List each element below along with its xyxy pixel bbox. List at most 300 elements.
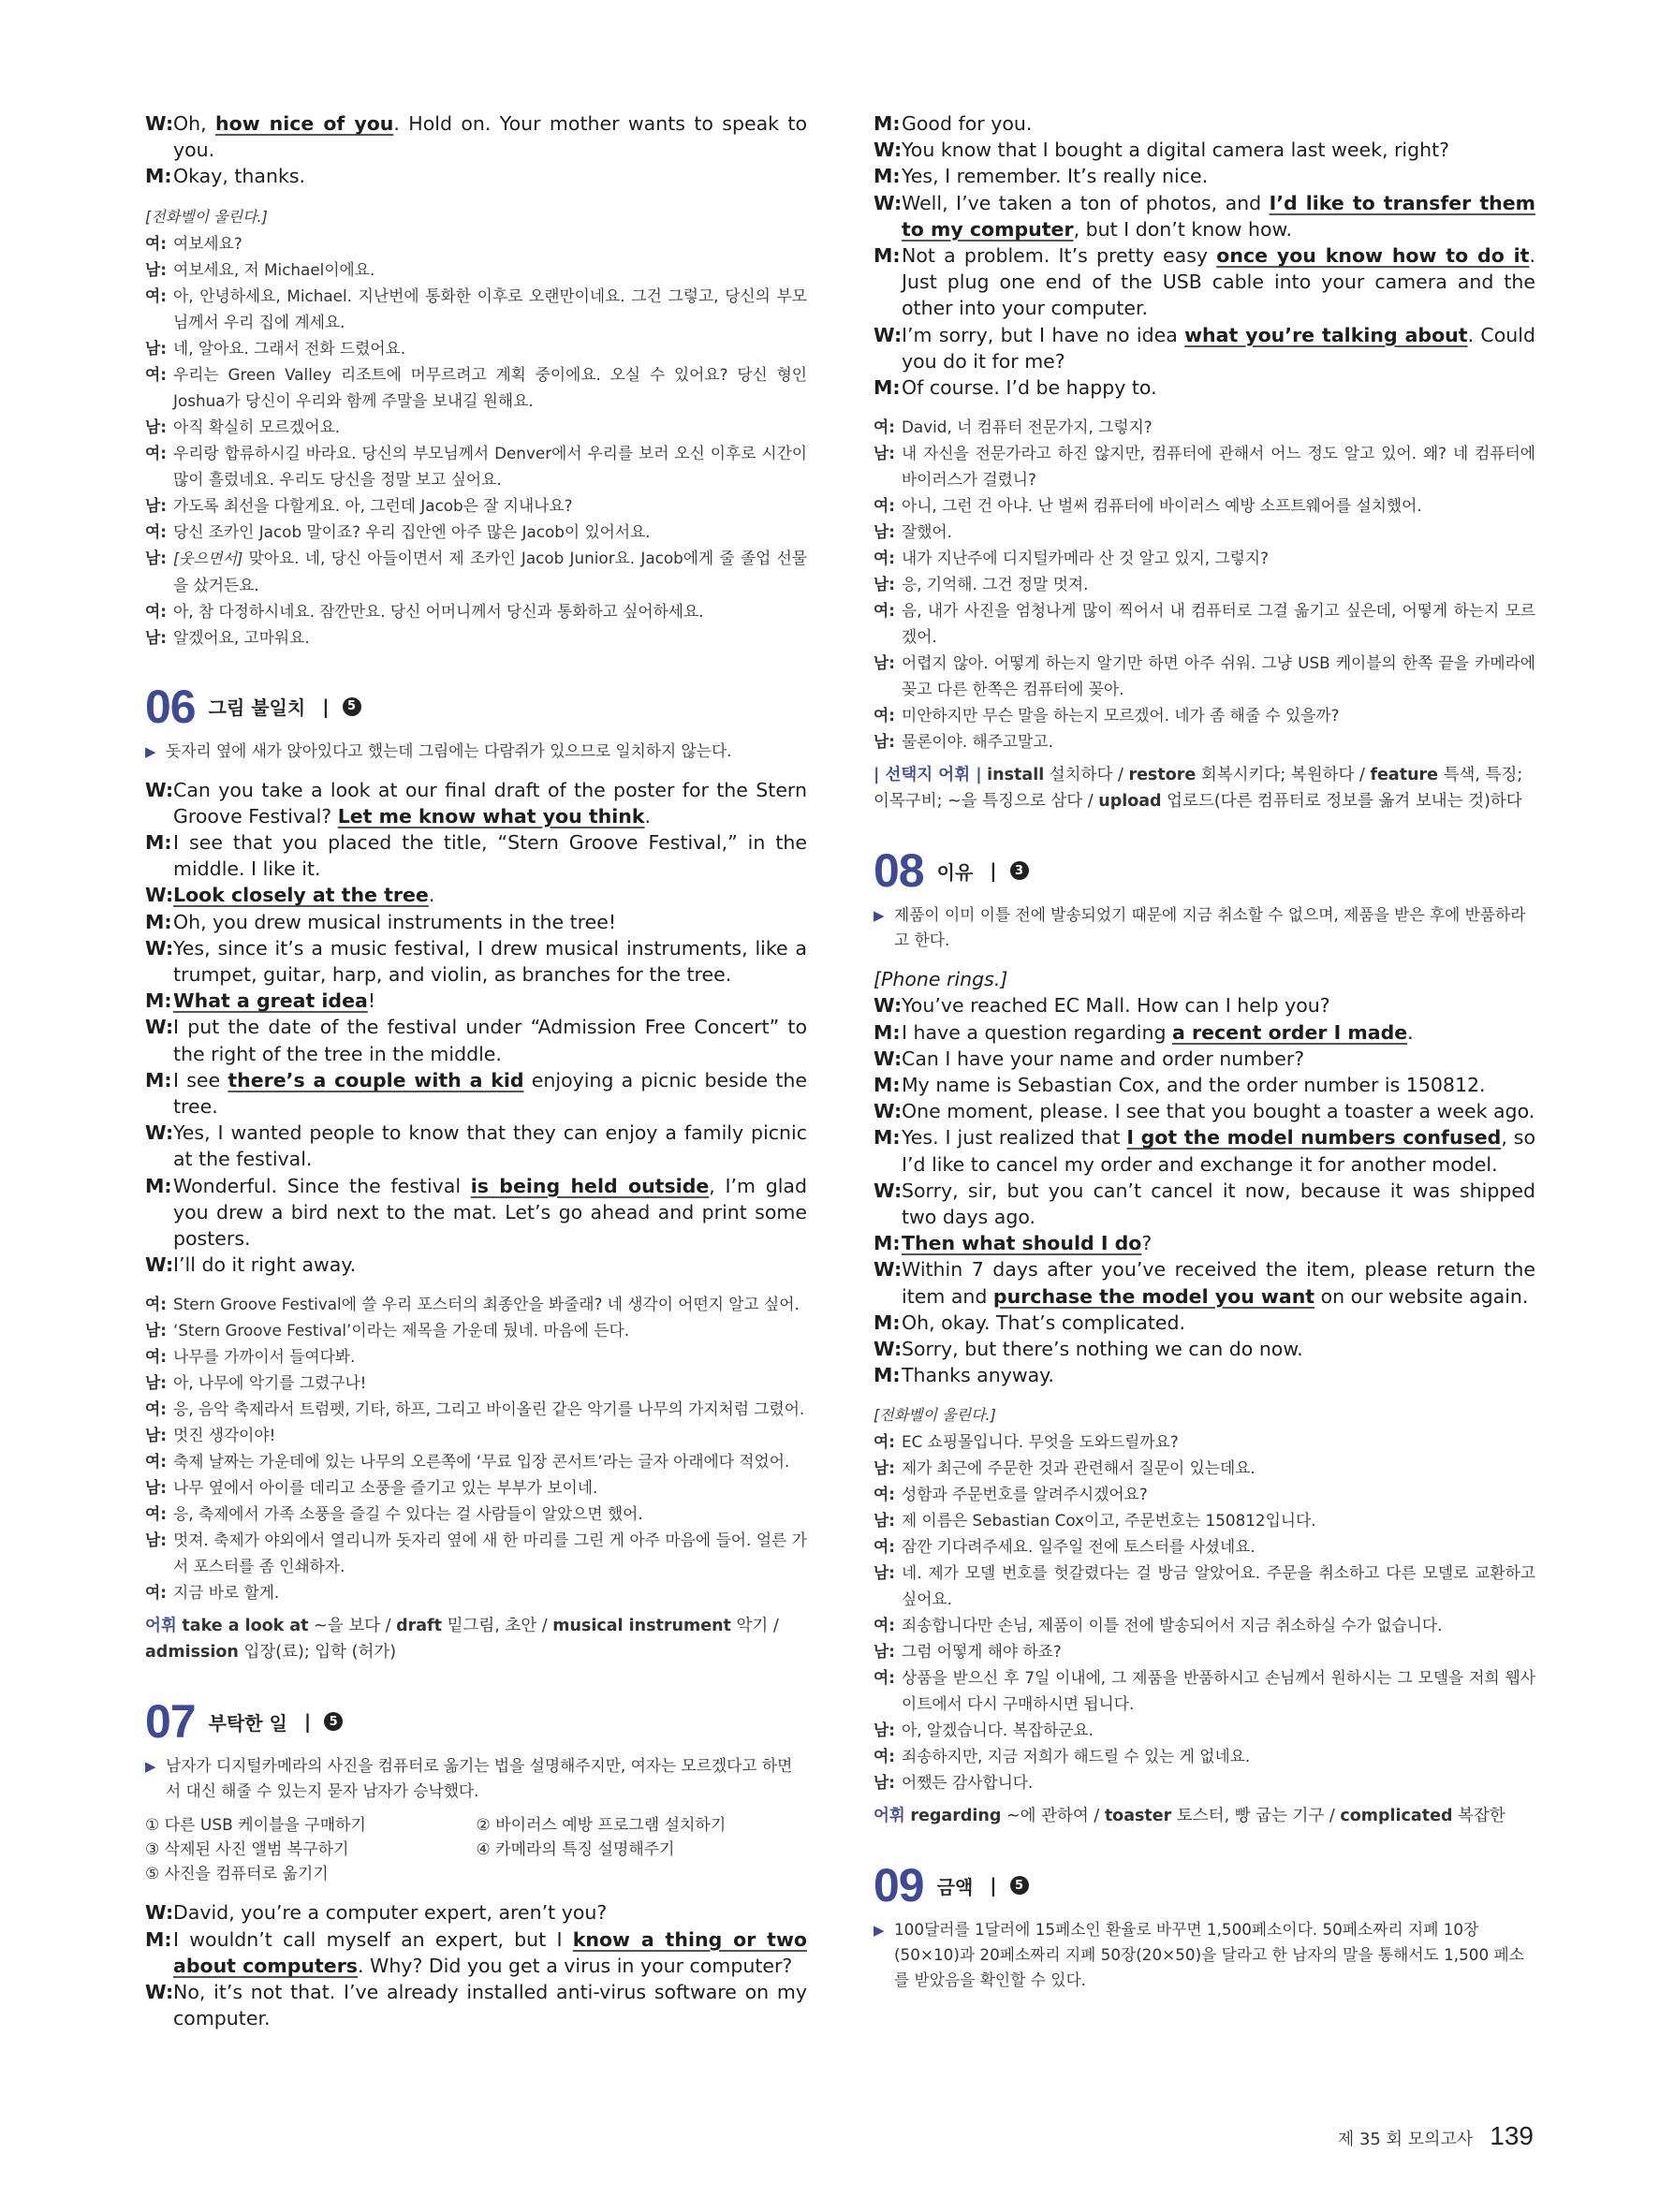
triangle-bullet-icon: ▶: [145, 742, 156, 760]
dialogue-line: [145, 882, 807, 908]
text-run: 아, 참 다정하시네요. 잠깐만요. 당신 어머니께서 당신과 통화하고 싶어하세요.: [173, 601, 704, 621]
section-07-dialogue: [145, 1899, 807, 2031]
speaker-label: W:: [145, 112, 174, 135]
text-run: I see that you placed the title, “Stern Groove Festival,” in the middle. I like it.: [173, 831, 807, 881]
speaker-label: 여:: [145, 233, 167, 253]
dialogue-line: [145, 519, 807, 545]
text-run: 입장(료); 입학 (허가): [238, 1643, 397, 1663]
speaker-label: 남:: [874, 1773, 895, 1793]
dialogue-line: [145, 1291, 807, 1317]
speaker-label: 여:: [874, 1485, 895, 1504]
dialogue-line: [874, 1533, 1535, 1560]
speaker-label: 여:: [874, 1537, 895, 1557]
section-divider: |: [303, 1710, 312, 1734]
speaker-label: M:: [874, 1020, 901, 1044]
dialogue-line: [874, 1124, 1535, 1177]
dialogue-line: [874, 519, 1535, 545]
dialogue-line: [145, 777, 807, 829]
text-run: Oh, you drew musical instruments in the tree!: [173, 910, 617, 933]
speaker-label: 여:: [145, 521, 167, 541]
vocab-term: musical instrument: [552, 1617, 731, 1636]
section-title: 금액: [936, 1875, 974, 1898]
dialogue-line: [145, 163, 807, 189]
speaker-label: 남:: [145, 1426, 167, 1445]
dialogue-line: [145, 1926, 807, 1979]
speaker-label: 여:: [874, 601, 895, 621]
speaker-label: W:: [874, 1047, 903, 1070]
underlined-phrase: how nice of you: [215, 112, 394, 135]
explanation-text: 남자가 디지털카메라의 사진을 컴퓨터로 옮기는 법을 설명해주지만, 여자는 모르겠다고 하면서 대신 해줄 수 있는지 묻자 남자가 승낙했다.: [166, 1756, 793, 1801]
text-run: Thanks anyway.: [902, 1364, 1054, 1387]
section-07-vocab: [874, 762, 1535, 814]
vocab-text: [145, 1617, 779, 1662]
dialogue-line: [145, 361, 807, 414]
explanation-text: 제품이 이미 이틀 전에 발송되었기 때문에 지금 취소할 수 없으며, 제품을 받은 후에 반품하라고 한다.: [894, 905, 1526, 950]
text-run: , but I don’t know how.: [1073, 217, 1292, 241]
answer-badge: 5: [324, 1712, 343, 1731]
underlined-phrase: once you know how to do it: [1216, 244, 1530, 268]
speaker-label: 남:: [874, 522, 895, 542]
section-06-explanation: [145, 739, 807, 764]
dialogue-line: [874, 492, 1535, 519]
dialogue-line: [145, 1120, 807, 1172]
page-footer: [1338, 2121, 1534, 2151]
section-title: 부탁한 일: [208, 1711, 287, 1735]
speaker-label: 남:: [145, 417, 167, 436]
dialogue-line: [145, 1370, 807, 1396]
text-run: 내 자신을 전문가라고 하진 않지만, 컴퓨터에 관해서 어느 정도 알고 있어. 왜? 네 컴퓨터에 바이러스가 걸렸니?: [902, 444, 1535, 490]
text-run: [전화벨이 울린다.]: [145, 207, 268, 226]
dialogue-line: [874, 1638, 1535, 1664]
text-run: ‘Stern Groove Festival’이라는 제목을 가운데 뒀네. 마음에 든다.: [173, 1321, 630, 1340]
dialogue-line: [145, 1343, 807, 1370]
speaker-label: 여:: [145, 601, 167, 621]
text-run: Sorry, but there’s nothing we can do now.: [902, 1338, 1303, 1361]
dialogue-line: [874, 966, 1535, 992]
text-run: 음, 내가 사진을 엄청나게 많이 찍어서 내 컴퓨터로 그걸 옮기고 싶은데, 어떻게 하는지 모르겠어.: [902, 601, 1535, 647]
text-run: .: [1407, 1020, 1414, 1044]
text-run: enjoying a picnic beside the tree.: [173, 1068, 808, 1119]
section-06-vocab: [145, 1613, 807, 1665]
dialogue-line: [874, 702, 1535, 728]
dialogue-line: [145, 909, 807, 935]
text-run: 응, 기억해. 그건 정말 멋져.: [902, 575, 1089, 594]
dialogue-line: [874, 1098, 1535, 1124]
page-number: 139: [1490, 2121, 1534, 2150]
dialogue-line: [874, 1046, 1535, 1072]
speaker-label: 여:: [145, 443, 167, 462]
vocab-label: | 선택지 어휘 |: [874, 766, 982, 785]
dialogue-line: [145, 935, 807, 988]
speaker-label: 남:: [874, 1642, 895, 1662]
speaker-label: 여:: [145, 364, 167, 384]
dialogue-line: [874, 1769, 1535, 1795]
text-run: 아니, 그런 건 아냐. 난 벌써 컴퓨터에 바이러스 예방 소프트웨어를 설치했어.: [902, 496, 1422, 516]
underlined-phrase: there’s a couple with a kid: [228, 1068, 524, 1091]
text-run: 토스터, 빵 굽는 기구 /: [1171, 1807, 1341, 1826]
text-run: David, you’re a computer expert, aren’t you?: [173, 1901, 608, 1925]
underlined-phrase: know a thing or two about computers: [173, 1927, 807, 1977]
answer-badge: 5: [343, 697, 361, 716]
text-run: 미안하지만 무슨 말을 하는지 모르겠어. 네가 좀 해줄 수 있을까?: [902, 706, 1340, 725]
underlined-phrase: I’d like to transfer them to my computer: [902, 191, 1535, 241]
text-run: Within 7 days after you’ve received the item, please return the item and: [902, 1258, 1535, 1308]
dialogue-line: [874, 1310, 1535, 1336]
text-run: [전화벨이 울린다.]: [874, 1406, 996, 1425]
text-run: 네. 제가 모델 번호를 헛갈렸다는 걸 방금 알았어요. 주문을 취소하고 다른 모델로 교환하고 싶어요.: [902, 1563, 1535, 1609]
underlined-phrase: What a great idea: [173, 989, 368, 1013]
speaker-label: W:: [145, 778, 174, 801]
text-run: Sorry, sir, but you can’t cancel it now, because it was shipped two days ago.: [902, 1179, 1535, 1229]
section-title: 그림 불일치: [208, 696, 306, 720]
dialogue-line: [874, 1455, 1535, 1481]
text-run: 맞아요. 네, 당신 아들이면서 제 조카인 Jacob Junior요. Jacob에게 줄 졸업 선물을 샀거든요.: [173, 548, 807, 594]
underlined-phrase: I got the model numbers confused: [1126, 1126, 1502, 1150]
dialogue-line: [145, 230, 807, 256]
text-run: 축제 날짜는 가운데에 있는 나무의 오른쪽에 ‘무료 입장 콘서트’라는 글자 아래에다 적었어.: [173, 1452, 790, 1472]
text-run: 회복시키다; 복원하다 /: [1196, 766, 1371, 785]
dialogue-line: [145, 1252, 807, 1278]
dialogue-line: [145, 335, 807, 361]
text-run: David, 너 컴퓨터 전문가지, 그렇지?: [902, 417, 1153, 437]
dialogue-line: [145, 256, 807, 283]
speaker-label: 남:: [145, 1531, 167, 1550]
speaker-label: 여:: [874, 496, 895, 516]
text-run: 아, 나무에 악기를 그렸구나!: [173, 1373, 367, 1393]
dialogue-line: [874, 571, 1535, 597]
section-08-explanation: [874, 902, 1535, 953]
text-run: 물론이야. 해주고말고.: [902, 732, 1053, 752]
dialogue-line: [145, 988, 807, 1014]
vocab-term: restore: [1128, 766, 1197, 785]
speaker-label: 남:: [874, 1721, 895, 1740]
text-run: Oh, okay. That’s complicated.: [902, 1311, 1186, 1334]
dialogue-line: [874, 1256, 1535, 1309]
section-07-dialogue-cont: [874, 110, 1535, 401]
speaker-label: W:: [145, 1121, 174, 1145]
dialogue-line: [874, 190, 1535, 242]
dialogue-line: [874, 1336, 1535, 1362]
section-09-header: [874, 1861, 1535, 1910]
dialogue-line: [874, 1401, 1535, 1428]
dialogue-line: [145, 1448, 807, 1474]
text-run: .: [428, 884, 435, 907]
section-09-explanation: [874, 1917, 1535, 1993]
dialogue-line: [145, 1899, 807, 1926]
speaker-label: M:: [145, 910, 172, 933]
speaker-label: 여:: [874, 549, 895, 568]
dialogue-line: [145, 545, 807, 598]
speaker-label: W:: [145, 1901, 174, 1925]
dialogue-line: [874, 597, 1535, 650]
dialogue-line: [874, 1560, 1535, 1612]
text-run: 설치하다 /: [1044, 766, 1129, 785]
section-06-korean: [145, 1291, 807, 1605]
section-number: 09: [874, 1859, 924, 1912]
vocab-label: 어휘: [874, 1807, 905, 1826]
dialogue-line: [874, 1612, 1535, 1638]
text-run: 가도록 최선을 다할게요. 아, 그런데 Jacob은 잘 지내나요?: [173, 495, 573, 515]
text-run: I wouldn’t call myself an expert, but I: [173, 1927, 573, 1951]
speaker-label: 남:: [145, 627, 167, 647]
dialogue-line: [145, 492, 807, 519]
speaker-label: W:: [874, 994, 903, 1018]
dialogue-line: [145, 1317, 807, 1343]
text-run: 성함과 주문번호를 알려주시겠어요?: [902, 1485, 1148, 1504]
text-run: Good for you.: [902, 112, 1033, 135]
dialogue-line: [145, 1474, 807, 1501]
choice-4: ④ 카메라의 특징 설명해주기: [476, 1840, 675, 1860]
vocab-term: take a look at: [182, 1617, 309, 1636]
text-run: I have a question regarding: [902, 1020, 1173, 1044]
speaker-label: M:: [145, 1174, 172, 1197]
speaker-label: M:: [874, 376, 901, 400]
speaker-label: 남:: [874, 1563, 895, 1583]
text-run: Not a problem. It’s pretty easy: [902, 244, 1217, 268]
dialogue-line: [145, 1579, 807, 1605]
dialogue-line: [874, 1481, 1535, 1507]
section-08-korean: [874, 1401, 1535, 1795]
vocab-text: [905, 1807, 1505, 1825]
dialogue-line: [874, 1019, 1535, 1046]
speaker-label: W:: [874, 1258, 903, 1282]
text-run: 내가 지난주에 디지털카메라 산 것 알고 있지, 그렇지?: [902, 549, 1270, 568]
speaker-label: M:: [145, 165, 172, 188]
text-run: 죄송합니다만 손님, 제품이 이틀 전에 발송되어서 지금 취소하실 수가 없습니다.: [902, 1616, 1443, 1635]
speaker-label: 여:: [874, 417, 895, 437]
dialogue-line: [145, 283, 807, 335]
dialogue-line: [874, 242, 1535, 322]
speaker-label: 여:: [145, 1399, 167, 1419]
dialogue-line: [874, 374, 1535, 401]
speaker-label: 남:: [145, 1321, 167, 1340]
dialogue-line: [874, 1743, 1535, 1769]
speaker-label: 여:: [145, 1583, 167, 1603]
text-run: 상품을 받으신 후 7일 이내에, 그 제품을 반품하시고 손님께서 원하시는 그 모델을 저희 웹사이트에서 다시 구매하시면 됩니다.: [902, 1668, 1535, 1714]
answer-badge: 3: [1010, 861, 1029, 880]
dialogue-line: [874, 110, 1535, 137]
text-run: . Could you do it for me?: [902, 323, 1535, 373]
dialogue-line: [145, 829, 807, 882]
triangle-bullet-icon: ▶: [145, 1758, 156, 1776]
triangle-bullet-icon: ▶: [874, 907, 885, 925]
text-run: 잘했어.: [902, 522, 952, 542]
text-run: No, it’s not that. I’ve already installed anti-virus software on my computer.: [173, 1981, 807, 2030]
speaker-label: 여:: [874, 1668, 895, 1688]
section-divider: |: [990, 1874, 997, 1897]
speaker-label: 남:: [145, 1373, 167, 1393]
vocab-term: upload: [1098, 792, 1162, 812]
text-run: . Why? Did you get a virus in your computer?: [358, 1954, 793, 1977]
dialogue-line: [145, 440, 807, 492]
underlined-phrase: Then what should I do: [902, 1232, 1142, 1255]
section-08-vocab: [874, 1803, 1535, 1829]
text-run: [웃으면서]: [173, 549, 243, 567]
speaker-label: M:: [145, 989, 172, 1013]
explanation-text: 돗자리 옆에 새가 앉아있다고 했는데 그림에는 다람쥐가 있으므로 일치하지 않는다.: [166, 740, 732, 760]
text-run: 아, 알겠습니다. 복잡하군요.: [902, 1721, 1094, 1740]
vocab-term: feature: [1370, 766, 1439, 785]
dialogue-line: [145, 1067, 807, 1120]
dialogue-line: [145, 624, 807, 651]
speaker-label: W:: [145, 936, 174, 960]
dialogue-line: [874, 1717, 1535, 1743]
speaker-label: 여:: [145, 286, 167, 305]
dialogue-line: [145, 598, 807, 624]
underlined-phrase: Let me know what you think: [337, 804, 645, 828]
text-run: 응, 축제에서 가족 소풍을 즐길 수 있다는 걸 사람들이 알았으면 했어.: [173, 1504, 643, 1524]
dialogue-line: [145, 203, 807, 230]
dialogue-line: [145, 1014, 807, 1066]
section-08-header: [874, 844, 1535, 898]
section-number: 06: [145, 680, 196, 733]
text-run: 지금 바로 할게.: [173, 1583, 280, 1603]
underlined-phrase: is being held outside: [470, 1174, 710, 1197]
dialogue-line: [874, 1230, 1535, 1256]
speaker-label: 여:: [874, 1616, 895, 1635]
speaker-label: W:: [874, 191, 903, 214]
text-run: Oh,: [173, 112, 216, 135]
choice-1: ① 다른 USB 케이블을 구매하기: [145, 1816, 366, 1836]
left-column: [145, 110, 807, 2031]
speaker-label: W:: [874, 1100, 903, 1123]
speaker-label: 남:: [874, 732, 895, 752]
dialogue-line: [874, 1178, 1535, 1230]
text-run: ?: [1141, 1232, 1153, 1255]
dialogue-line: [874, 1664, 1535, 1717]
text-run: 악기 /: [730, 1617, 779, 1636]
speaker-label: 남:: [145, 338, 167, 358]
speaker-label: W:: [874, 323, 903, 346]
text-run: 특색, 특징; 이목구비; ~을 특징으로 삼다 /: [874, 766, 1523, 812]
speaker-label: M:: [874, 1364, 901, 1387]
text-run: I’m sorry, but I have no idea: [902, 323, 1185, 346]
speaker-label: 여:: [874, 1747, 895, 1766]
text-run: , I’m glad you drew a bird next to the mat. Let’s go ahead and print some posters.: [173, 1174, 808, 1251]
dialogue-line: [145, 1979, 807, 2031]
underlined-phrase: a recent order I made: [1172, 1020, 1408, 1044]
speaker-label: 남:: [874, 575, 895, 594]
speaker-label: 남:: [145, 495, 167, 515]
top-korean-translation: [145, 203, 807, 651]
section-title: 이유: [936, 860, 974, 884]
speaker-label: M:: [145, 1927, 172, 1951]
speaker-label: W:: [874, 139, 903, 162]
text-run: 여보세요?: [173, 233, 242, 253]
text-run: 네, 알아요. 그래서 전화 드렸어요.: [173, 338, 406, 358]
text-run: 응, 음악 축제라서 트럼펫, 기타, 하프, 그리고 바이올린 같은 악기를 나무의 가지처럼 그렸어.: [173, 1399, 805, 1419]
dialogue-line: [874, 1428, 1535, 1455]
speaker-label: W:: [874, 1179, 903, 1202]
choice-3: ③ 삭제된 사진 앨범 복구하기: [145, 1840, 349, 1860]
dialogue-line: [874, 1072, 1535, 1098]
text-run: Yes. I just realized that: [902, 1126, 1127, 1150]
text-run: Can you take a look at our final draft of the poster for the Stern Groove Festival?: [173, 778, 807, 828]
text-run: EC 쇼핑몰입니다. 무엇을 도와드릴까요?: [902, 1432, 1179, 1452]
speaker-label: M:: [874, 1074, 901, 1097]
text-run: You know that I bought a digital camera last week, right?: [902, 139, 1450, 162]
text-run: 제가 최근에 주문한 것과 관련해서 질문이 있는데요.: [902, 1458, 1256, 1478]
text-run: ~에 관하여 /: [1001, 1807, 1105, 1826]
text-run: Yes, since it’s a music festival, I drew musical instruments, like a trumpet, guitar, harp, and violin, as branches for the tree.: [173, 936, 807, 987]
underlined-phrase: what you’re talking about: [1184, 323, 1468, 346]
text-run: 복잡한: [1452, 1807, 1505, 1826]
dialogue-line: [874, 728, 1535, 754]
text-run: Stern Groove Festival에 쓸 우리 포스터의 최종안을 봐줄래? 네 생각이 어떤지 알고 싶어.: [173, 1295, 800, 1314]
text-run: 어렵지 않아. 어떻게 하는지 알기만 하면 아주 쉬워. 그냥 USB 케이블의 한쪽 끝을 카메라에 꽂고 다른 한쪽은 컴퓨터에 꽂아.: [902, 653, 1535, 699]
dialogue-line: [874, 440, 1535, 492]
speaker-label: W:: [145, 1981, 174, 2004]
top-dialogue: [145, 110, 807, 190]
text-run: 아직 확실히 모르겠어요.: [173, 417, 341, 436]
text-run: 죄송하지만, 지금 저희가 해드릴 수 있는 게 없네요.: [902, 1747, 1251, 1766]
speaker-label: W:: [145, 884, 174, 907]
text-run: . Just plug one end of the USB cable into your camera and the other into your computer.: [902, 244, 1535, 320]
dialogue-line: [145, 1396, 807, 1422]
dialogue-line: [874, 137, 1535, 163]
text-run: 아, 안녕하세요, Michael. 지난번에 통화한 이후로 오랜만이네요. 그건 그렇고, 당신의 부모님께서 우리 집에 계세요.: [173, 286, 807, 331]
text-run: I’ll do it right away.: [173, 1253, 357, 1277]
speaker-label: M:: [874, 1232, 901, 1255]
text-run: 나무를 가까이서 들여다봐.: [173, 1347, 356, 1367]
text-run: on our website again.: [1314, 1284, 1529, 1308]
vocab-term: install: [987, 766, 1045, 785]
text-run: . Hold on. Your mother wants to speak to you.: [173, 112, 807, 162]
speaker-label: M:: [874, 1311, 901, 1334]
text-run: Okay, thanks.: [173, 165, 306, 188]
speaker-label: M:: [874, 165, 901, 188]
section-number: 08: [874, 844, 924, 898]
text-run: I put the date of the festival under “Admission Free Concert” to the right of the tree in the middle.: [173, 1016, 807, 1065]
answer-choices: [145, 1813, 807, 1886]
text-run: 멋져. 축제가 야외에서 열리니까 돗자리 옆에 새 한 마리를 그린 게 아주 마음에 들어. 얼른 가서 포스터를 좀 인쇄하자.: [173, 1531, 807, 1576]
dialogue-line: [145, 414, 807, 440]
underlined-phrase: Look closely at the tree: [173, 884, 429, 907]
text-run: ~을 보다 /: [308, 1617, 397, 1636]
speaker-label: W:: [145, 1016, 174, 1039]
dialogue-line: [874, 414, 1535, 440]
vocab-term: complicated: [1340, 1807, 1453, 1826]
text-run: 잠깐 기다려주세요. 일주일 전에 토스터를 사셨네요.: [902, 1537, 1256, 1557]
text-run: My name is Sebastian Cox, and the order number is 150812.: [902, 1074, 1486, 1097]
text-run: One moment, please. I see that you bought a toaster a week ago.: [902, 1100, 1535, 1123]
section-06-header: [145, 682, 807, 731]
text-run: , so I’d like to cancel my order and exchange it for another model.: [902, 1126, 1535, 1176]
speaker-label: 남:: [145, 1478, 167, 1498]
vocab-label: 어휘: [145, 1617, 177, 1636]
text-run: 알겠어요, 고마워요.: [173, 627, 310, 647]
text-run: 우리는 Green Valley 리조트에 머무르려고 계획 중이에요. 오실 수 있어요? 당신 형인 Joshua가 당신이 우리와 함께 주말을 보내길 원해요.: [173, 364, 807, 410]
section-07-header: [145, 1695, 807, 1749]
vocab-term: regarding: [910, 1807, 1002, 1826]
footer-test-label: 제 35 회 모의고사: [1337, 2130, 1474, 2149]
dialogue-line: [145, 1527, 807, 1579]
dialogue-line: [874, 992, 1535, 1018]
speaker-label: M:: [874, 1126, 901, 1150]
text-run: Well, I’ve taken a ton of photos, and: [902, 191, 1270, 214]
text-run: [Phone rings.]: [874, 968, 1008, 991]
speaker-label: 여:: [145, 1295, 167, 1314]
text-run: 우리랑 합류하시길 바라요. 당신의 부모님께서 Denver에서 우리를 보러 오신 이후로 시간이 많이 흘렀네요. 우리도 당신을 정말 보고 싶어요.: [173, 443, 807, 489]
dialogue-line: [145, 110, 807, 163]
text-run: 업로드(다른 컴퓨터로 정보를 옮겨 보내는 것)하다: [1161, 792, 1522, 812]
text-run: Yes, I wanted people to know that they can enjoy a family picnic at the festival.: [173, 1121, 807, 1171]
text-run: Of course. I’d be happy to.: [902, 376, 1157, 400]
speaker-label: M:: [874, 244, 901, 268]
text-run: !: [367, 989, 376, 1013]
text-run: Wonderful. Since the festival: [173, 1174, 471, 1197]
section-divider: |: [990, 859, 997, 883]
